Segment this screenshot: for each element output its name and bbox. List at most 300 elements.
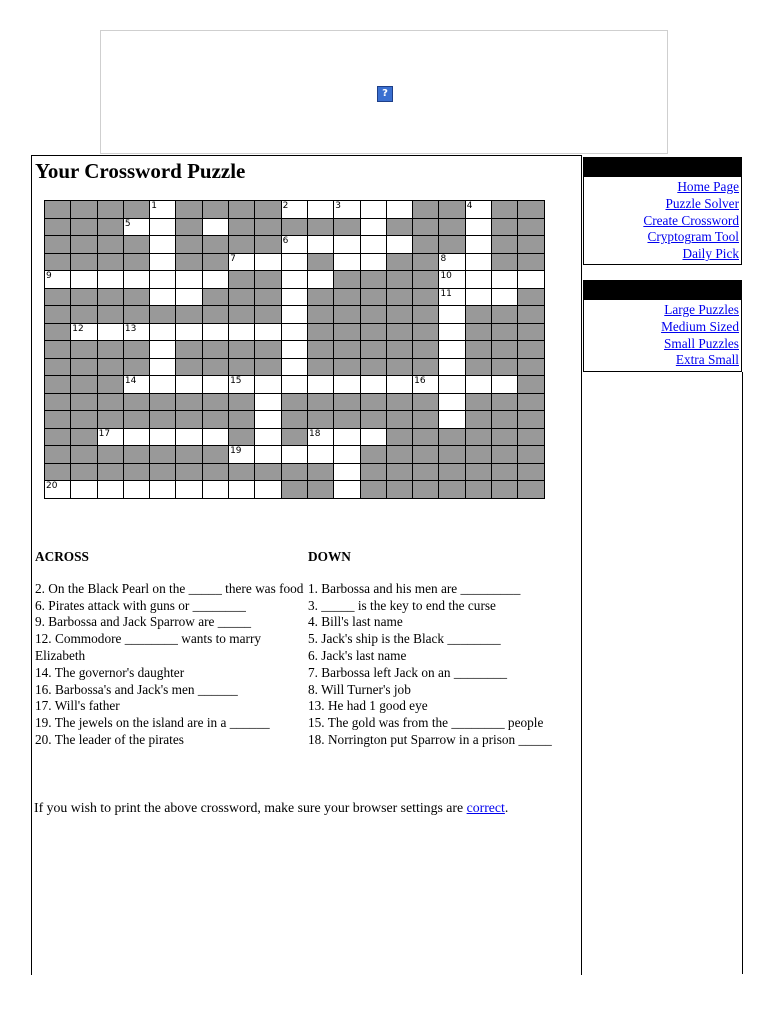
grid-cell-white[interactable] — [255, 253, 281, 271]
grid-cell-white[interactable] — [492, 271, 518, 289]
grid-cell-white[interactable] — [465, 288, 491, 306]
grid-cell-black — [465, 481, 491, 499]
grid-cell-black — [97, 341, 123, 359]
grid-row — [45, 306, 545, 324]
grid-cell-black — [176, 306, 202, 324]
grid-cell-black — [202, 463, 228, 481]
grid-cell-black — [255, 306, 281, 324]
clue-item: 13. He had 1 good eye — [308, 698, 428, 714]
grid-cell-black — [518, 323, 544, 341]
grid-cell-black — [307, 306, 333, 324]
grid-cell-black — [334, 218, 360, 236]
sidebar-nav — [583, 157, 742, 265]
grid-cell-black — [229, 288, 255, 306]
grid-cell-black — [281, 463, 307, 481]
grid-cell-black — [45, 393, 71, 411]
grid-cell-black — [281, 428, 307, 446]
grid-cell-black — [465, 428, 491, 446]
grid-cell-white[interactable] — [413, 376, 439, 394]
sidebar-nav-links — [584, 177, 741, 265]
grid-cell-black — [518, 428, 544, 446]
grid-cell-black — [150, 306, 176, 324]
grid-cell-white[interactable] — [334, 463, 360, 481]
grid-cell-white[interactable] — [150, 253, 176, 271]
grid-cell-black — [176, 393, 202, 411]
grid-row — [45, 411, 545, 429]
sidebar-link-daily-pick[interactable]: Daily Pick — [682, 246, 739, 262]
grid-cell-black — [413, 236, 439, 254]
grid-cell-black — [97, 288, 123, 306]
grid-cell-black — [229, 358, 255, 376]
grid-cell-white[interactable] — [360, 236, 386, 254]
grid-cell-black — [334, 341, 360, 359]
grid-cell-white[interactable] — [334, 446, 360, 464]
grid-cell-black — [229, 271, 255, 289]
grid-cell-black — [439, 463, 465, 481]
grid-cell-white[interactable] — [465, 271, 491, 289]
grid-cell-black — [71, 358, 97, 376]
grid-cell-white[interactable] — [150, 358, 176, 376]
grid-cell-black — [492, 428, 518, 446]
grid-cell-black — [492, 306, 518, 324]
grid-cell-black — [386, 393, 412, 411]
grid-cell-black — [45, 306, 71, 324]
grid-cell-black — [45, 323, 71, 341]
grid-cell-white[interactable] — [97, 271, 123, 289]
grid-cell-white[interactable] — [281, 376, 307, 394]
grid-cell-black — [45, 376, 71, 394]
grid-cell-black — [413, 253, 439, 271]
grid-cell-white[interactable] — [123, 218, 149, 236]
grid-cell-black — [492, 446, 518, 464]
grid-cell-white[interactable] — [150, 376, 176, 394]
grid-cell-black — [465, 463, 491, 481]
sidebar-link-medium-sized[interactable]: Medium Sized — [661, 318, 739, 334]
grid-cell-black — [123, 393, 149, 411]
grid-cell-black — [229, 393, 255, 411]
grid-cell-white[interactable] — [439, 253, 465, 271]
grid-cell-black — [97, 376, 123, 394]
grid-cell-white[interactable] — [439, 306, 465, 324]
grid-cell-white[interactable] — [202, 428, 228, 446]
grid-cell-black — [518, 446, 544, 464]
clue-number: 6 — [282, 236, 289, 246]
grid-cell-black — [518, 411, 544, 429]
grid-cell-white[interactable] — [281, 201, 307, 219]
grid-cell-white[interactable] — [465, 376, 491, 394]
crossword-grid — [44, 200, 545, 499]
grid-cell-white[interactable] — [439, 393, 465, 411]
grid-row — [45, 271, 545, 289]
grid-cell-black — [202, 288, 228, 306]
clue-item: 3. _____ is the key to end the curse — [308, 597, 496, 613]
grid-cell-white[interactable] — [439, 323, 465, 341]
grid-cell-black — [123, 236, 149, 254]
grid-cell-white[interactable] — [150, 271, 176, 289]
grid-cell-black — [465, 393, 491, 411]
grid-cell-white[interactable] — [255, 481, 281, 499]
clue-item: 8. Will Turner's job — [308, 681, 411, 697]
grid-cell-black — [176, 236, 202, 254]
grid-cell-white[interactable] — [123, 323, 149, 341]
clue-number: 12 — [72, 323, 84, 334]
grid-cell-black — [281, 218, 307, 236]
grid-cell-white[interactable] — [281, 323, 307, 341]
grid-cell-white[interactable] — [150, 201, 176, 219]
grid-cell-white[interactable] — [97, 428, 123, 446]
grid-cell-black — [492, 253, 518, 271]
grid-cell-white[interactable] — [229, 323, 255, 341]
grid-cell-white[interactable] — [123, 481, 149, 499]
grid-cell-black — [45, 288, 71, 306]
grid-cell-white[interactable] — [334, 428, 360, 446]
grid-cell-black — [45, 218, 71, 236]
grid-cell-white[interactable] — [255, 428, 281, 446]
grid-row — [45, 393, 545, 411]
grid-cell-black — [518, 236, 544, 254]
grid-cell-black — [202, 341, 228, 359]
grid-cell-black — [386, 358, 412, 376]
grid-cell-black — [176, 201, 202, 219]
grid-cell-black — [123, 358, 149, 376]
clue-number: 1 — [151, 201, 157, 211]
grid-cell-black — [71, 306, 97, 324]
grid-cell-black — [439, 236, 465, 254]
grid-cell-black — [45, 463, 71, 481]
grid-cell-white[interactable] — [281, 446, 307, 464]
grid-cell-white[interactable] — [255, 323, 281, 341]
grid-cell-white[interactable] — [202, 271, 228, 289]
grid-cell-white[interactable] — [307, 446, 333, 464]
grid-cell-black — [45, 358, 71, 376]
grid-cell-black — [307, 288, 333, 306]
clue-item: 6. Pirates attack with guns or ________ — [35, 597, 246, 613]
grid-cell-black — [307, 481, 333, 499]
grid-cell-white[interactable] — [465, 201, 491, 219]
grid-cell-white[interactable] — [281, 341, 307, 359]
grid-cell-white[interactable] — [176, 376, 202, 394]
grid-cell-white[interactable] — [307, 428, 333, 446]
grid-cell-black — [71, 288, 97, 306]
grid-cell-black — [255, 358, 281, 376]
grid-cell-white[interactable] — [360, 428, 386, 446]
grid-cell-black — [71, 393, 97, 411]
grid-cell-black — [518, 253, 544, 271]
grid-cell-black — [413, 271, 439, 289]
grid-cell-black — [45, 253, 71, 271]
grid-cell-black — [202, 446, 228, 464]
grid-row — [45, 341, 545, 359]
grid-cell-white[interactable] — [386, 236, 412, 254]
grid-cell-white[interactable] — [150, 341, 176, 359]
grid-cell-black — [97, 218, 123, 236]
grid-cell-white[interactable] — [202, 218, 228, 236]
grid-cell-white[interactable] — [439, 411, 465, 429]
broken-image-icon: ? — [377, 86, 393, 102]
grid-cell-white[interactable] — [150, 218, 176, 236]
grid-cell-black — [255, 463, 281, 481]
grid-cell-black — [413, 358, 439, 376]
grid-cell-black — [386, 288, 412, 306]
grid-cell-black — [334, 271, 360, 289]
clue-number: 16 — [414, 376, 426, 386]
clue-number: 7 — [230, 253, 236, 264]
grid-cell-white[interactable] — [255, 376, 281, 394]
grid-cell-white[interactable] — [176, 271, 202, 289]
grid-cell-black — [123, 306, 149, 324]
grid-cell-black — [518, 288, 544, 306]
clue-number: 9 — [46, 271, 52, 281]
grid-cell-black — [150, 463, 176, 481]
grid-cell-white[interactable] — [334, 253, 360, 271]
grid-row — [45, 358, 545, 376]
grid-cell-black — [413, 463, 439, 481]
clue-number: 8 — [440, 253, 447, 264]
grid-cell-black — [150, 393, 176, 411]
grid-row — [45, 463, 545, 481]
grid-cell-black — [413, 411, 439, 429]
clue-item: 9. Barbossa and Jack Sparrow are _____ — [35, 614, 252, 630]
grid-cell-black — [202, 306, 228, 324]
grid-cell-white[interactable] — [281, 288, 307, 306]
grid-cell-white[interactable] — [123, 376, 149, 394]
grid-cell-white[interactable] — [255, 393, 281, 411]
correct-link[interactable]: correct — [466, 800, 505, 815]
grid-cell-white[interactable] — [150, 288, 176, 306]
grid-cell-white[interactable] — [71, 271, 97, 289]
grid-cell-black — [229, 306, 255, 324]
grid-cell-black — [123, 463, 149, 481]
grid-cell-black — [97, 446, 123, 464]
grid-cell-black — [360, 271, 386, 289]
grid-cell-white[interactable] — [465, 218, 491, 236]
grid-cell-white[interactable] — [360, 201, 386, 219]
print-note — [34, 800, 508, 816]
grid-cell-white[interactable] — [229, 481, 255, 499]
grid-cell-black — [255, 201, 281, 219]
grid-cell-white[interactable] — [176, 428, 202, 446]
grid-cell-black — [518, 481, 544, 499]
grid-cell-black — [202, 253, 228, 271]
grid-cell-white[interactable] — [202, 323, 228, 341]
sidebar-link-create-crossword[interactable]: Create Crossword — [643, 212, 739, 228]
grid-cell-black — [281, 411, 307, 429]
grid-cell-black — [413, 201, 439, 219]
grid-cell-black — [97, 306, 123, 324]
grid-cell-black — [176, 253, 202, 271]
grid-cell-black — [492, 323, 518, 341]
clue-number: 13 — [124, 323, 137, 334]
grid-cell-black — [334, 306, 360, 324]
grid-cell-black — [492, 341, 518, 359]
grid-cell-black — [465, 341, 491, 359]
grid-cell-black — [97, 236, 123, 254]
grid-cell-black — [360, 288, 386, 306]
grid-cell-black — [413, 341, 439, 359]
grid-cell-white[interactable] — [229, 253, 255, 271]
grid-cell-white[interactable] — [281, 271, 307, 289]
grid-cell-black — [465, 358, 491, 376]
grid-cell-black — [255, 288, 281, 306]
clue-item: 15. The gold was from the ________ people — [308, 715, 544, 731]
grid-cell-black — [413, 323, 439, 341]
grid-cell-black — [334, 393, 360, 411]
grid-cell-white[interactable] — [518, 271, 544, 289]
grid-cell-black — [45, 446, 71, 464]
grid-cell-black — [518, 463, 544, 481]
sidebar-link-extra-small[interactable]: Extra Small — [675, 352, 739, 368]
grid-cell-black — [307, 341, 333, 359]
grid-cell-white[interactable] — [439, 341, 465, 359]
grid-cell-white[interactable] — [281, 236, 307, 254]
grid-cell-white[interactable] — [229, 446, 255, 464]
grid-cell-white[interactable] — [150, 236, 176, 254]
grid-cell-white[interactable] — [45, 481, 71, 499]
grid-cell-white[interactable] — [176, 323, 202, 341]
clue-number: 14 — [124, 376, 137, 386]
grid-cell-black — [307, 218, 333, 236]
grid-cell-black — [123, 201, 149, 219]
grid-cell-white[interactable] — [334, 236, 360, 254]
grid-cell-white[interactable] — [123, 428, 149, 446]
sidebar-link-cryptogram-tool[interactable]: Cryptogram Tool — [647, 229, 739, 245]
grid-cell-white[interactable] — [465, 236, 491, 254]
sidebar-link-small-puzzles[interactable]: Small Puzzles — [664, 335, 739, 351]
grid-cell-white[interactable] — [202, 376, 228, 394]
page-title: Your Crossword Puzzle — [35, 159, 246, 183]
grid-cell-white[interactable] — [439, 288, 465, 306]
grid-cell-white[interactable] — [97, 481, 123, 499]
grid-cell-white[interactable] — [229, 376, 255, 394]
clue-item: 16. Barbossa's and Jack's men ______ — [35, 681, 238, 697]
grid-cell-black — [360, 446, 386, 464]
grid-cell-black — [360, 481, 386, 499]
grid-cell-black — [439, 481, 465, 499]
grid-cell-white[interactable] — [439, 271, 465, 289]
down-list — [308, 581, 578, 749]
grid-cell-black — [386, 428, 412, 446]
grid-cell-black — [413, 218, 439, 236]
grid-cell-black — [334, 288, 360, 306]
grid-cell-black — [71, 218, 97, 236]
grid-row — [45, 323, 545, 341]
sidebar-link-large-puzzles[interactable]: Large Puzzles — [664, 302, 739, 317]
clue-number: 3 — [335, 201, 341, 211]
grid-cell-white[interactable] — [123, 271, 149, 289]
grid-row — [45, 201, 545, 219]
sidebar-link-home-page[interactable]: Home Page — [677, 179, 739, 194]
grid-cell-black — [229, 201, 255, 219]
grid-cell-white[interactable] — [176, 288, 202, 306]
grid-cell-white[interactable] — [334, 201, 360, 219]
grid-cell-black — [97, 411, 123, 429]
grid-cell-white[interactable] — [71, 481, 97, 499]
grid-cell-white[interactable] — [97, 323, 123, 341]
clue-number: 19 — [230, 446, 242, 456]
grid-cell-black — [492, 358, 518, 376]
grid-cell-black — [97, 358, 123, 376]
grid-cell-white[interactable] — [176, 481, 202, 499]
grid-row — [45, 236, 545, 254]
grid-cell-white[interactable] — [150, 481, 176, 499]
grid-cell-white[interactable] — [281, 253, 307, 271]
grid-cell-black — [439, 428, 465, 446]
clue-number: 5 — [124, 218, 131, 229]
grid-cell-white[interactable] — [71, 323, 97, 341]
grid-cell-white[interactable] — [202, 481, 228, 499]
grid-cell-black — [465, 446, 491, 464]
across-heading: ACROSS — [35, 549, 89, 564]
grid-cell-white[interactable] — [307, 376, 333, 394]
grid-cell-black — [518, 358, 544, 376]
grid-cell-black — [45, 201, 71, 219]
clue-item: 17. Will's father — [35, 698, 120, 714]
grid-cell-black — [97, 393, 123, 411]
grid-cell-black — [202, 358, 228, 376]
grid-cell-white[interactable] — [334, 481, 360, 499]
grid-cell-black — [307, 411, 333, 429]
grid-cell-black — [307, 463, 333, 481]
clue-number: 2 — [282, 201, 289, 211]
grid-cell-black — [97, 463, 123, 481]
grid-cell-white[interactable] — [307, 271, 333, 289]
grid-cell-white[interactable] — [255, 411, 281, 429]
grid-cell-white[interactable] — [439, 358, 465, 376]
grid-cell-white[interactable] — [492, 376, 518, 394]
grid-cell-black — [360, 411, 386, 429]
clue-item: 2. On the Black Pearl on the _____ there was food — [35, 580, 304, 596]
grid-cell-white[interactable] — [307, 201, 333, 219]
grid-cell-white[interactable] — [281, 306, 307, 324]
grid-cell-white[interactable] — [334, 376, 360, 394]
grid-cell-white[interactable] — [439, 376, 465, 394]
grid-cell-white[interactable] — [360, 253, 386, 271]
grid-row — [45, 376, 545, 394]
grid-cell-white[interactable] — [281, 358, 307, 376]
clue-number: 15 — [230, 376, 242, 386]
grid-cell-black — [71, 201, 97, 219]
grid-cell-white[interactable] — [465, 253, 491, 271]
grid-cell-black — [307, 358, 333, 376]
grid-cell-white[interactable] — [492, 288, 518, 306]
grid-cell-white[interactable] — [150, 428, 176, 446]
clue-item: 7. Barbossa left Jack on an ________ — [308, 664, 508, 680]
grid-row — [45, 253, 545, 271]
grid-cell-white[interactable] — [386, 376, 412, 394]
grid-cell-white[interactable] — [255, 446, 281, 464]
grid-cell-white[interactable] — [45, 271, 71, 289]
grid-cell-black — [281, 393, 307, 411]
grid-cell-white[interactable] — [307, 236, 333, 254]
grid-cell-black — [518, 218, 544, 236]
grid-cell-black — [176, 411, 202, 429]
grid-cell-white[interactable] — [150, 323, 176, 341]
sidebar-link-puzzle-solver[interactable]: Puzzle Solver — [665, 195, 739, 211]
grid-cell-white[interactable] — [360, 218, 386, 236]
grid-cell-black — [255, 236, 281, 254]
grid-cell-black — [202, 201, 228, 219]
right-divider — [742, 372, 743, 974]
across-list — [35, 581, 305, 749]
clue-item: 5. Jack's ship is the Black ________ — [308, 631, 501, 647]
grid-cell-black — [307, 323, 333, 341]
grid-cell-black — [281, 481, 307, 499]
clue-item: 4. Bill's last name — [308, 614, 403, 630]
grid-cell-black — [71, 411, 97, 429]
grid-cell-white[interactable] — [360, 376, 386, 394]
grid-cell-white[interactable] — [386, 201, 412, 219]
grid-cell-black — [150, 446, 176, 464]
